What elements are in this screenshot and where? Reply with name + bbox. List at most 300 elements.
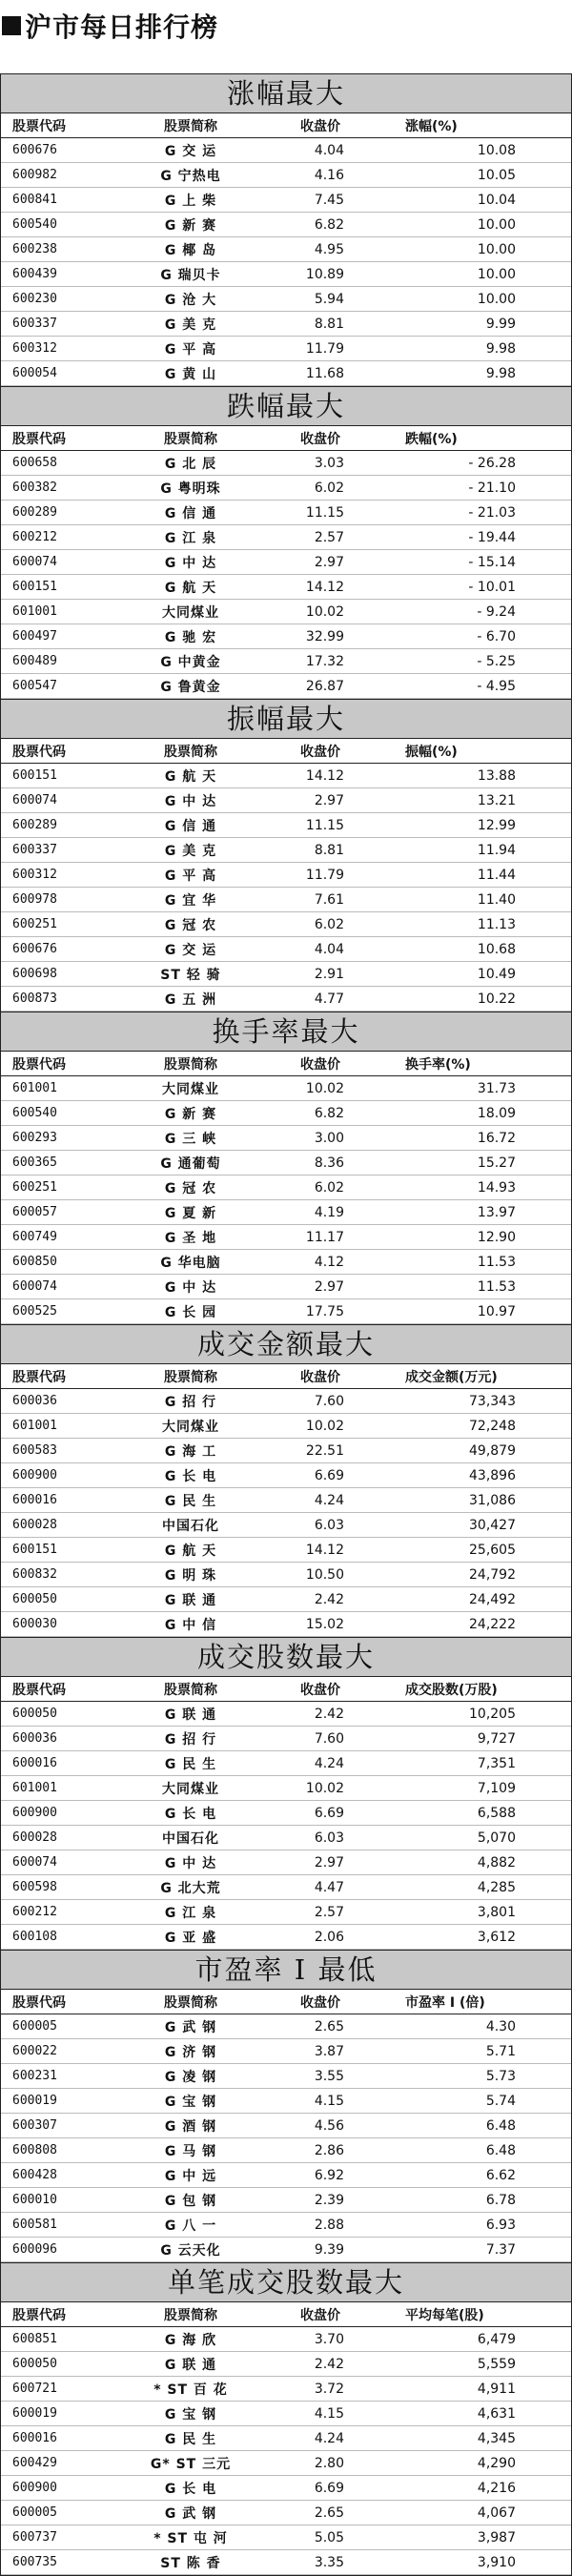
metric-value-cell: 30,427 (375, 1513, 571, 1538)
stock-name-cell: G 航 天 (115, 1538, 266, 1563)
stock-code-cell: 600658 (1, 451, 115, 476)
metric-column-header: 市盈率 I (倍) (375, 1990, 571, 2014)
metric-value-cell: 4,285 (375, 1875, 571, 1900)
stock-code-cell: 600050 (1, 2352, 115, 2377)
close-price-cell: 2.06 (266, 1925, 375, 1950)
metric-value-cell: 11.53 (375, 1250, 571, 1275)
metric-value-cell: - 6.70 (375, 624, 571, 649)
stock-name-cell: G 中 达 (115, 550, 266, 575)
table-row (1, 525, 571, 550)
table-row (1, 987, 571, 1012)
close-price-cell: 8.36 (266, 1151, 375, 1176)
stock-code-cell: 600230 (1, 287, 115, 312)
stock-code-cell: 600074 (1, 1275, 115, 1299)
table-row (1, 1925, 571, 1950)
stock-code-cell: 600307 (1, 2114, 115, 2138)
stock-code-cell: 600721 (1, 2377, 115, 2402)
table-row (1, 838, 571, 863)
stock-name-cell: G 宝 钢 (115, 2089, 266, 2114)
table-row (1, 138, 571, 163)
metric-value-cell: 24,792 (375, 1563, 571, 1587)
table-row (1, 2213, 571, 2238)
table-row (1, 501, 571, 525)
metric-value-cell: 6,588 (375, 1801, 571, 1826)
stock-code-cell: 600808 (1, 2138, 115, 2163)
ranking-table (1, 1677, 571, 1950)
table-row (1, 312, 571, 337)
table-row (1, 1727, 571, 1751)
close-price-cell: 4.47 (266, 1875, 375, 1900)
close-price-cell: 14.12 (266, 764, 375, 788)
close-price-cell: 10.50 (266, 1563, 375, 1587)
stock-name-cell: G 武 钢 (115, 2501, 266, 2525)
table-row (1, 2426, 571, 2451)
close-price-cell: 2.97 (266, 1275, 375, 1299)
stock-name-cell: G 八 一 (115, 2213, 266, 2238)
column-header: 收盘价 (266, 1677, 375, 1702)
metric-value-cell: 14.93 (375, 1176, 571, 1200)
stock-name-cell: G 通葡萄 (115, 1151, 266, 1176)
stock-code-cell: 600050 (1, 1587, 115, 1612)
table-row (1, 788, 571, 813)
table-row (1, 2550, 571, 2575)
column-header: 股票代码 (1, 426, 115, 451)
metric-value-cell: 11.40 (375, 888, 571, 912)
metric-value-cell: 3,910 (375, 2550, 571, 2575)
stock-code-cell: 600019 (1, 2089, 115, 2114)
close-price-cell: 6.03 (266, 1826, 375, 1850)
metric-value-cell: 5,559 (375, 2352, 571, 2377)
stock-name-cell: * ST 屯 河 (115, 2525, 266, 2550)
close-price-cell: 3.00 (266, 1126, 375, 1151)
stock-code-cell: 600439 (1, 262, 115, 287)
metric-column-header: 成交股数(万股) (375, 1677, 571, 1702)
stock-name-cell: 大同煤业 (115, 1776, 266, 1801)
metric-value-cell: 11.53 (375, 1275, 571, 1299)
stock-name-cell: G 宝 钢 (115, 2402, 266, 2426)
stock-name-cell: G 长 电 (115, 2476, 266, 2501)
stock-code-cell: 600010 (1, 2188, 115, 2213)
stock-code-cell: 600293 (1, 1126, 115, 1151)
close-price-cell: 6.92 (266, 2163, 375, 2188)
metric-value-cell: 10.22 (375, 987, 571, 1012)
stock-code-cell: 600074 (1, 550, 115, 575)
table-row (1, 1176, 571, 1200)
stock-name-cell: G 江 泉 (115, 1900, 266, 1925)
metric-value-cell: 11.13 (375, 912, 571, 937)
close-price-cell: 3.35 (266, 2550, 375, 2575)
metric-value-cell: 4,067 (375, 2501, 571, 2525)
table-row (1, 1439, 571, 1463)
stock-code-cell: 600497 (1, 624, 115, 649)
column-header: 股票简称 (115, 1052, 266, 1076)
table-row (1, 2402, 571, 2426)
table-row (1, 1612, 571, 1637)
close-price-cell: 4.12 (266, 1250, 375, 1275)
column-header: 股票简称 (115, 2302, 266, 2327)
stock-code-cell: 600581 (1, 2213, 115, 2238)
close-price-cell: 26.87 (266, 674, 375, 699)
table-row (1, 337, 571, 361)
close-price-cell: 2.97 (266, 550, 375, 575)
stock-code-cell: 600151 (1, 1538, 115, 1563)
stock-code-cell: 600312 (1, 337, 115, 361)
table-header-row (1, 113, 571, 138)
table-row (1, 2039, 571, 2064)
metric-value-cell: 6.78 (375, 2188, 571, 2213)
close-price-cell: 3.03 (266, 451, 375, 476)
table-row (1, 1463, 571, 1488)
metric-value-cell: 10,205 (375, 1702, 571, 1727)
table-header-row (1, 1677, 571, 1702)
stock-name-cell: G 交 运 (115, 138, 266, 163)
close-price-cell: 7.45 (266, 188, 375, 213)
table-row (1, 262, 571, 287)
ranking-section (0, 699, 572, 1012)
close-price-cell: 11.17 (266, 1225, 375, 1250)
stock-name-cell: G 宁热电 (115, 163, 266, 188)
stock-name-cell: ST 陈 香 (115, 2550, 266, 2575)
stock-name-cell: G 新 赛 (115, 1101, 266, 1126)
metric-value-cell: 49,879 (375, 1439, 571, 1463)
stock-name-cell: G 中 达 (115, 788, 266, 813)
stock-name-cell: G 平 高 (115, 337, 266, 361)
metric-value-cell: 12.90 (375, 1225, 571, 1250)
metric-value-cell: 6,479 (375, 2327, 571, 2352)
stock-code-cell: 600540 (1, 213, 115, 237)
table-row (1, 2352, 571, 2377)
column-header: 股票代码 (1, 1052, 115, 1076)
stock-name-cell: G 北大荒 (115, 1875, 266, 1900)
stock-name-cell: G 武 钢 (115, 2014, 266, 2039)
table-row (1, 937, 571, 962)
stock-name-cell: G 美 克 (115, 312, 266, 337)
stock-code-cell: 600289 (1, 813, 115, 838)
close-price-cell: 4.04 (266, 937, 375, 962)
metric-value-cell: 73,343 (375, 1389, 571, 1414)
stock-name-cell: G 明 珠 (115, 1563, 266, 1587)
metric-value-cell: 4,911 (375, 2377, 571, 2402)
stock-name-cell: G 联 通 (115, 2352, 266, 2377)
stock-code-cell: 600019 (1, 2402, 115, 2426)
table-row (1, 2476, 571, 2501)
close-price-cell: 11.15 (266, 813, 375, 838)
stock-name-cell: G 云天化 (115, 2238, 266, 2262)
stock-code-cell: 600212 (1, 525, 115, 550)
metric-value-cell: 10.49 (375, 962, 571, 987)
close-price-cell: 2.57 (266, 525, 375, 550)
ranking-section (0, 73, 572, 386)
metric-value-cell: 5.74 (375, 2089, 571, 2114)
table-row (1, 2377, 571, 2402)
metric-value-cell: 18.09 (375, 1101, 571, 1126)
stock-code-cell: 600365 (1, 1151, 115, 1176)
table-row (1, 2525, 571, 2550)
stock-name-cell: G 中 信 (115, 1612, 266, 1637)
close-price-cell: 3.55 (266, 2064, 375, 2089)
metric-value-cell: 4,290 (375, 2451, 571, 2476)
stock-name-cell: G 夏 新 (115, 1200, 266, 1225)
table-row (1, 1563, 571, 1587)
metric-value-cell: 24,222 (375, 1612, 571, 1637)
close-price-cell: 5.94 (266, 287, 375, 312)
table-row (1, 1076, 571, 1101)
metric-value-cell: 31.73 (375, 1076, 571, 1101)
column-header: 收盘价 (266, 426, 375, 451)
metric-value-cell: 7,109 (375, 1776, 571, 1801)
metric-value-cell: 3,987 (375, 2525, 571, 2550)
close-price-cell: 32.99 (266, 624, 375, 649)
table-row (1, 1776, 571, 1801)
stock-code-cell: 600525 (1, 1299, 115, 1324)
close-price-cell: 10.02 (266, 600, 375, 624)
close-price-cell: 11.79 (266, 337, 375, 361)
table-row (1, 1826, 571, 1850)
stock-name-cell: G 宜 华 (115, 888, 266, 912)
table-row (1, 912, 571, 937)
metric-value-cell: 5.71 (375, 2039, 571, 2064)
stock-name-cell: G* ST 三元 (115, 2451, 266, 2476)
close-price-cell: 2.42 (266, 1702, 375, 1727)
stock-code-cell: 600289 (1, 501, 115, 525)
ranking-section (0, 1012, 572, 1324)
close-price-cell: 7.60 (266, 1727, 375, 1751)
table-row (1, 1538, 571, 1563)
close-price-cell: 2.80 (266, 2451, 375, 2476)
column-header: 收盘价 (266, 1990, 375, 2014)
metric-column-header: 平均每笔(股) (375, 2302, 571, 2327)
close-price-cell: 6.82 (266, 213, 375, 237)
metric-value-cell: 3,801 (375, 1900, 571, 1925)
metric-value-cell: - 19.44 (375, 525, 571, 550)
metric-value-cell: 7.37 (375, 2238, 571, 2262)
metric-value-cell: 25,605 (375, 1538, 571, 1563)
table-row (1, 2188, 571, 2213)
table-row (1, 1414, 571, 1439)
metric-value-cell: 12.99 (375, 813, 571, 838)
metric-value-cell: 11.94 (375, 838, 571, 863)
ranking-section (0, 1324, 572, 1637)
close-price-cell: 3.70 (266, 2327, 375, 2352)
close-price-cell: 2.91 (266, 962, 375, 987)
header-gap (0, 51, 572, 73)
stock-name-cell: G 驰 宏 (115, 624, 266, 649)
metric-value-cell: 4,216 (375, 2476, 571, 2501)
close-price-cell: 10.02 (266, 1076, 375, 1101)
table-row (1, 451, 571, 476)
stock-code-cell: 600900 (1, 2476, 115, 2501)
metric-value-cell: 7,351 (375, 1751, 571, 1776)
table-row (1, 163, 571, 188)
column-header: 股票简称 (115, 1677, 266, 1702)
stock-name-cell: 大同煤业 (115, 1076, 266, 1101)
stock-code-cell: 600251 (1, 1176, 115, 1200)
column-header: 股票代码 (1, 739, 115, 764)
stock-name-cell: G 长 园 (115, 1299, 266, 1324)
metric-value-cell: - 10.01 (375, 575, 571, 600)
table-row (1, 1587, 571, 1612)
stock-name-cell: G 联 通 (115, 1702, 266, 1727)
metric-value-cell: 9,727 (375, 1727, 571, 1751)
stock-code-cell: 600016 (1, 1488, 115, 1513)
stock-code-cell: 600337 (1, 838, 115, 863)
ranking-sections (0, 73, 572, 2575)
stock-name-cell: G 长 电 (115, 1463, 266, 1488)
table-row (1, 1850, 571, 1875)
close-price-cell: 6.82 (266, 1101, 375, 1126)
close-price-cell: 4.24 (266, 1488, 375, 1513)
close-price-cell: 4.15 (266, 2089, 375, 2114)
table-row (1, 888, 571, 912)
stock-name-cell: G 平 高 (115, 863, 266, 888)
stock-name-cell: G 中黄金 (115, 649, 266, 674)
stock-code-cell: 600982 (1, 163, 115, 188)
metric-value-cell: 11.44 (375, 863, 571, 888)
stock-code-cell: 600030 (1, 1612, 115, 1637)
stock-code-cell: 600841 (1, 188, 115, 213)
stock-name-cell: G 信 通 (115, 813, 266, 838)
metric-value-cell: 4,345 (375, 2426, 571, 2451)
close-price-cell: 3.87 (266, 2039, 375, 2064)
table-row (1, 1488, 571, 1513)
column-header: 股票简称 (115, 1364, 266, 1389)
ranking-table (1, 739, 571, 1012)
stock-name-cell: G 黄 山 (115, 361, 266, 386)
close-price-cell: 2.42 (266, 2352, 375, 2377)
metric-value-cell: 9.98 (375, 361, 571, 386)
stock-code-cell: 600540 (1, 1101, 115, 1126)
stock-name-cell: G 民 生 (115, 2426, 266, 2451)
stock-code-cell: 600873 (1, 987, 115, 1012)
ranking-table (1, 426, 571, 699)
table-row (1, 1389, 571, 1414)
table-row (1, 863, 571, 888)
stock-name-cell: G 亚 盛 (115, 1925, 266, 1950)
ranking-table (1, 1052, 571, 1324)
close-price-cell: 2.97 (266, 788, 375, 813)
metric-value-cell: 6.93 (375, 2213, 571, 2238)
close-price-cell: 4.24 (266, 1751, 375, 1776)
column-header: 股票代码 (1, 113, 115, 138)
close-price-cell: 4.95 (266, 237, 375, 262)
stock-code-cell: 600850 (1, 1250, 115, 1275)
table-row (1, 813, 571, 838)
stock-code-cell: 600851 (1, 2327, 115, 2352)
column-header: 收盘价 (266, 2302, 375, 2327)
table-row (1, 1875, 571, 1900)
close-price-cell: 6.69 (266, 1463, 375, 1488)
table-row (1, 1702, 571, 1727)
stock-code-cell: 600151 (1, 764, 115, 788)
stock-code-cell: 601001 (1, 600, 115, 624)
metric-column-header: 成交金额(万元) (375, 1364, 571, 1389)
metric-value-cell: 13.88 (375, 764, 571, 788)
close-price-cell: 4.56 (266, 2114, 375, 2138)
close-price-cell: 2.65 (266, 2014, 375, 2039)
column-header: 收盘价 (266, 1364, 375, 1389)
close-price-cell: 14.12 (266, 575, 375, 600)
stock-name-cell: G 美 克 (115, 838, 266, 863)
stock-code-cell: 600108 (1, 1925, 115, 1950)
stock-name-cell: G 包 钢 (115, 2188, 266, 2213)
stock-name-cell: 中国石化 (115, 1826, 266, 1850)
stock-code-cell: 600598 (1, 1875, 115, 1900)
stock-code-cell: 600074 (1, 788, 115, 813)
metric-value-cell: 9.99 (375, 312, 571, 337)
stock-code-cell: 600057 (1, 1200, 115, 1225)
column-header: 股票简称 (115, 1990, 266, 2014)
metric-value-cell: 6.62 (375, 2163, 571, 2188)
stock-code-cell: 600547 (1, 674, 115, 699)
stock-code-cell: 600428 (1, 2163, 115, 2188)
stock-name-cell: G 济 钢 (115, 2039, 266, 2064)
ranking-table (1, 113, 571, 386)
stock-name-cell: G 交 运 (115, 937, 266, 962)
close-price-cell: 9.39 (266, 2238, 375, 2262)
close-price-cell: 11.79 (266, 863, 375, 888)
close-price-cell: 6.03 (266, 1513, 375, 1538)
metric-value-cell: 15.27 (375, 1151, 571, 1176)
metric-column-header: 跌幅(%) (375, 426, 571, 451)
close-price-cell: 2.97 (266, 1850, 375, 1875)
stock-code-cell: 600583 (1, 1439, 115, 1463)
ranking-section (0, 2262, 572, 2575)
stock-code-cell: 600028 (1, 1826, 115, 1850)
close-price-cell: 2.86 (266, 2138, 375, 2163)
stock-name-cell: G 椰 岛 (115, 237, 266, 262)
close-price-cell: 17.75 (266, 1299, 375, 1324)
close-price-cell: 4.77 (266, 987, 375, 1012)
section-title: 换手率最大 (1, 1012, 571, 1052)
stock-code-cell: 600054 (1, 361, 115, 386)
close-price-cell: 4.19 (266, 1200, 375, 1225)
stock-name-cell: G 凌 钢 (115, 2064, 266, 2089)
stock-code-cell: 600698 (1, 962, 115, 987)
close-price-cell: 2.57 (266, 1900, 375, 1925)
stock-code-cell: 600900 (1, 1801, 115, 1826)
table-row (1, 2138, 571, 2163)
table-row (1, 1250, 571, 1275)
ranking-section (0, 1950, 572, 2262)
stock-code-cell: 600016 (1, 1751, 115, 1776)
stock-code-cell: 600238 (1, 237, 115, 262)
close-price-cell: 4.24 (266, 2426, 375, 2451)
section-title: 市盈率 I 最低 (1, 1951, 571, 1990)
close-price-cell: 8.81 (266, 312, 375, 337)
stock-name-cell: ST 轻 骑 (115, 962, 266, 987)
table-row (1, 213, 571, 237)
stock-name-cell: G 冠 农 (115, 912, 266, 937)
table-row (1, 550, 571, 575)
table-row (1, 2089, 571, 2114)
close-price-cell: 4.15 (266, 2402, 375, 2426)
stock-code-cell: 601001 (1, 1076, 115, 1101)
metric-value-cell: 10.00 (375, 213, 571, 237)
section-title: 成交股数最大 (1, 1638, 571, 1677)
metric-value-cell: - 26.28 (375, 451, 571, 476)
metric-column-header: 振幅(%) (375, 739, 571, 764)
close-price-cell: 6.02 (266, 912, 375, 937)
stock-code-cell: 600312 (1, 863, 115, 888)
metric-value-cell: 72,248 (375, 1414, 571, 1439)
metric-value-cell: 31,086 (375, 1488, 571, 1513)
ranking-table (1, 1364, 571, 1637)
table-row (1, 1101, 571, 1126)
ranking-section (0, 1637, 572, 1950)
metric-value-cell: 10.05 (375, 163, 571, 188)
close-price-cell: 11.15 (266, 501, 375, 525)
table-row (1, 1126, 571, 1151)
